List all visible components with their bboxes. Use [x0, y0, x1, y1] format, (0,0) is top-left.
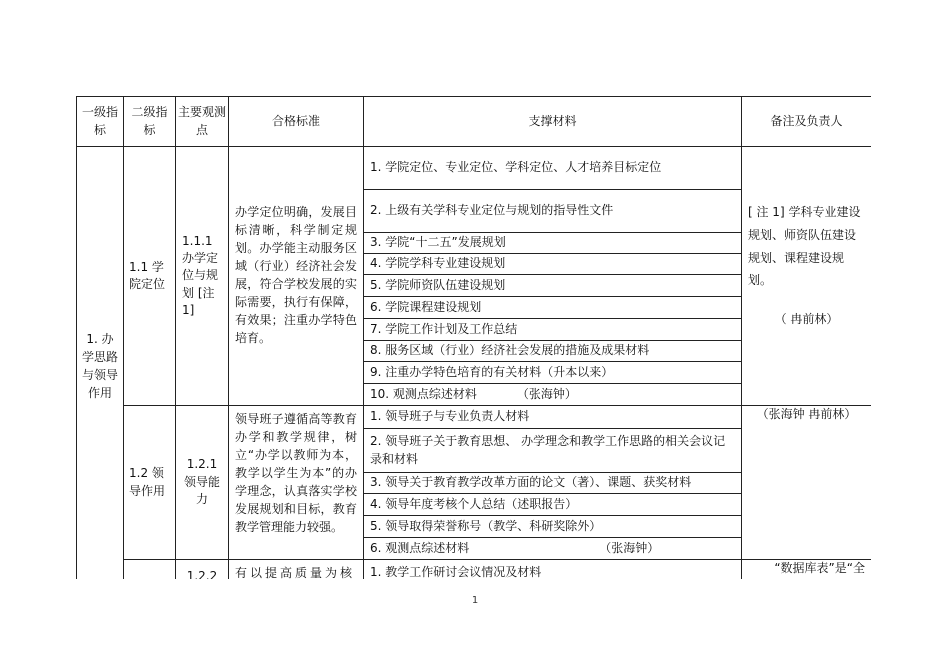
observation-cell-1-2-2: 1.2.2 — [176, 560, 229, 580]
note-owner: （ 冉前林） — [774, 312, 839, 327]
standard-cell-1-2-2: 有以提高质量为核 — [229, 560, 364, 580]
material-summary-owner: （张海钟） — [516, 386, 577, 401]
material-item: 3. 领导关于教育教学改革方面的论文（著）、课题、获奖材料 — [364, 473, 742, 494]
material-item: 1. 教学工作研讨会议情况及材料 — [364, 560, 742, 580]
table-row — [77, 147, 872, 190]
material-item: 7. 学院工作计划及工作总结 — [364, 319, 742, 341]
material-item: 5. 领导取得荣誉称号（教学、科研奖除外） — [364, 516, 742, 538]
standard-cell-1-1-1: 办学定位明确，发展目标清晰，科学制定规划。办学能主动服务区域（行业）经济社会发展，符合学校发展的实际需要，执行有保障，有效果；注重办学特色培育。 — [229, 147, 364, 406]
material-summary-label: 6. 观测点综述材料 — [370, 540, 470, 555]
material-item: 8. 服务区域（行业）经济社会发展的措施及成果材料 — [364, 341, 742, 362]
header-level2: 二级指标 — [124, 97, 176, 147]
material-item: 9. 注重办学特色培育的有关材料（升本以来） — [364, 362, 742, 384]
observation-cell-1-2-1: 1.2.1 领导能力 — [176, 406, 229, 560]
material-item: 4. 领导年度考核个人总结（述职报告） — [364, 494, 742, 516]
header-row — [77, 97, 872, 147]
material-item: 2. 领导班子关于教育思想、 办学理念和教学工作思路的相关会议记录和材料 — [364, 429, 742, 473]
material-item: 1. 领导班子与专业负责人材料 — [364, 406, 742, 429]
level2-cell-1-1: 1.1 学院定位 — [124, 147, 176, 406]
evaluation-table — [76, 96, 871, 579]
material-item: 6. 学院课程建设规划 — [364, 297, 742, 319]
header-standard: 合格标准 — [229, 97, 364, 147]
header-notes: 备注及负责人 — [742, 97, 872, 147]
note-cell-1-1 — [742, 147, 872, 406]
material-item: 4. 学院学科专业建设规划 — [364, 254, 742, 275]
header-level1: 一级指标 — [77, 97, 124, 147]
level2-cell-1-2: 1.2 领导作用 — [124, 406, 176, 560]
table-frame — [76, 96, 871, 579]
standard-cell-1-2-1: 领导班子遵循高等教育办学和教学规律，树立“办学以教师为本，教学以学生为本”的办学理念，认真落实学校发展规划和目标，教育教学管理能力较强。 — [229, 406, 364, 560]
table-row — [77, 406, 872, 429]
material-summary-owner: （张海钟） — [599, 540, 660, 555]
observation-cell-1-1-1: 1.1.1 办学定位与规划 [注 1] — [176, 147, 229, 406]
note-text: [ 注 1] 学科专业建设规划、师资队伍建设规划、课程建设规划。 — [748, 205, 861, 288]
header-observation: 主要观测点 — [176, 97, 229, 147]
page-number: 1 — [471, 595, 479, 606]
material-item: 3. 学院“十二五”发展规划 — [364, 233, 742, 254]
material-item: 5. 学院师资队伍建设规划 — [364, 275, 742, 297]
material-item: 1. 学院定位、专业定位、学科定位、人才培养目标定位 — [364, 147, 742, 190]
note-cell-1-2: （张海钟 冉前林） — [742, 406, 872, 560]
note-cell-1-2-2: “数据库表”是“全 — [742, 560, 872, 580]
header-materials: 支撑材料 — [364, 97, 742, 147]
material-item-summary — [364, 538, 742, 560]
table-row — [77, 560, 872, 580]
level1-cell: 1. 办学思路与领导作用 — [77, 147, 124, 580]
material-summary-label: 10. 观测点综述材料 — [370, 386, 477, 401]
material-item: 2. 上级有关学科专业定位与规划的指导性文件 — [364, 190, 742, 233]
level2-cell-empty — [124, 560, 176, 580]
material-item-summary — [364, 384, 742, 406]
